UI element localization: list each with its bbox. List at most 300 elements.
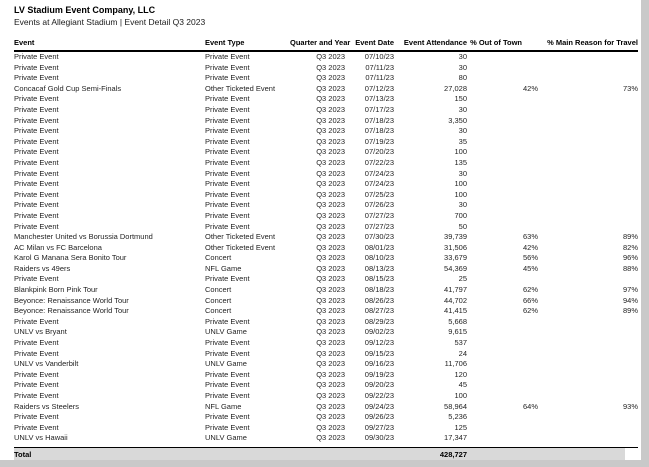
- cell-out-of-town: [467, 158, 538, 169]
- table-row: [14, 200, 638, 211]
- cell-event: UNLV vs Bryant: [14, 327, 67, 337]
- cell-event-attendance: 58,964: [444, 401, 467, 411]
- column-header-main-reason-for-travel: % Main Reason for Travel: [538, 37, 638, 51]
- table-row: [14, 370, 638, 381]
- cell-quarter-and-year: Q3 2023: [316, 380, 345, 390]
- cell-main-reason-for-travel: [538, 94, 638, 105]
- cell-event-attendance: 30: [458, 104, 467, 114]
- cell-event-type: Private Event: [205, 168, 250, 178]
- cell-out-of-town: [467, 423, 538, 434]
- cell-quarter-and-year: Q3 2023: [316, 73, 345, 83]
- cell-event-attendance: 700: [454, 210, 467, 220]
- table-row: [14, 190, 638, 201]
- cell-event-attendance: 30: [458, 168, 467, 178]
- table-header-row: [14, 37, 638, 51]
- cell-event-date: 07/22/23: [364, 157, 394, 167]
- cell-event: Private Event: [14, 157, 59, 167]
- cell-event-attendance: 5,668: [448, 316, 467, 326]
- cell-event-date: 07/24/23: [364, 179, 394, 189]
- table-row: [14, 253, 638, 264]
- cell-event-date: 09/16/23: [364, 359, 394, 369]
- cell-event-date: 08/10/23: [364, 253, 394, 263]
- cell-event-attendance: 30: [458, 126, 467, 136]
- cell-out-of-town: [467, 63, 538, 74]
- cell-event-type: UNLV Game: [205, 327, 247, 337]
- cell-quarter-and-year: Q3 2023: [316, 136, 345, 146]
- cell-event-attendance: 24: [458, 348, 467, 358]
- cell-main-reason-for-travel: [538, 158, 638, 169]
- table-body: [14, 51, 638, 444]
- cell-quarter-and-year: Q3 2023: [316, 422, 345, 432]
- cell-out-of-town: [467, 391, 538, 402]
- cell-event: Blankpink Born Pink Tour: [14, 285, 98, 295]
- cell-event: Private Event: [14, 412, 59, 422]
- cell-out-of-town: 66%: [522, 295, 538, 305]
- cell-quarter-and-year: Q3 2023: [316, 327, 345, 337]
- cell-event-attendance: 3,350: [448, 115, 467, 125]
- cell-event: UNLV vs Vanderbilt: [14, 359, 79, 369]
- cell-quarter-and-year: Q3 2023: [316, 147, 345, 157]
- cell-event-date: 07/19/23: [364, 136, 394, 146]
- cell-event-date: 07/11/23: [365, 62, 394, 72]
- cell-out-of-town: [467, 147, 538, 158]
- cell-main-reason-for-travel: 97%: [622, 285, 638, 295]
- cell-event: Private Event: [14, 94, 59, 104]
- cell-main-reason-for-travel: [538, 359, 638, 370]
- cell-quarter-and-year: Q3 2023: [316, 210, 345, 220]
- table-row: [14, 423, 638, 434]
- cell-out-of-town: [467, 190, 538, 201]
- cell-event-attendance: 30: [458, 62, 467, 72]
- cell-event: Private Event: [14, 380, 59, 390]
- cell-event-attendance: 45: [458, 380, 467, 390]
- cell-event-date: 07/30/23: [364, 232, 394, 242]
- table-row: [14, 179, 638, 190]
- cell-event-type: Private Event: [205, 147, 250, 157]
- cell-event-type: Private Event: [205, 200, 250, 210]
- cell-main-reason-for-travel: [538, 190, 638, 201]
- cell-event: Private Event: [14, 391, 59, 400]
- cell-event-date: 07/25/23: [364, 189, 394, 199]
- cell-event-type: Private Event: [205, 104, 250, 114]
- table-row: [14, 317, 638, 328]
- cell-event: Private Event: [14, 62, 59, 72]
- cell-quarter-and-year: Q3 2023: [316, 189, 345, 199]
- table-row: [14, 63, 638, 74]
- table-row: [14, 147, 638, 158]
- cell-event-type: Other Ticketed Event: [205, 83, 276, 93]
- cell-out-of-town: [467, 370, 538, 381]
- cell-out-of-town: [467, 380, 538, 391]
- cell-event-date: 08/27/23: [364, 306, 394, 316]
- cell-event: Private Event: [14, 136, 59, 146]
- cell-quarter-and-year: Q3 2023: [316, 83, 345, 93]
- table-row: [14, 296, 638, 307]
- cell-event: Private Event: [14, 221, 59, 231]
- cell-quarter-and-year: Q3 2023: [316, 168, 345, 178]
- cell-quarter-and-year: Q3 2023: [316, 359, 345, 369]
- table-row: [14, 412, 638, 423]
- column-header-out-of-town: % Out of Town: [467, 37, 538, 51]
- cell-event-type: Private Event: [205, 422, 250, 432]
- cell-main-reason-for-travel: 96%: [622, 253, 638, 263]
- cell-event-type: Private Event: [205, 136, 250, 146]
- cell-event-type: Private Event: [205, 316, 250, 326]
- cell-main-reason-for-travel: [538, 380, 638, 391]
- table-row: [14, 243, 638, 254]
- cell-out-of-town: [467, 433, 538, 444]
- cell-quarter-and-year: Q3 2023: [316, 200, 345, 210]
- table-row: [14, 105, 638, 116]
- table-row: [14, 94, 638, 105]
- cell-main-reason-for-travel: [538, 105, 638, 116]
- cell-main-reason-for-travel: [538, 211, 638, 222]
- cell-event-date: 08/01/23: [364, 242, 394, 252]
- cell-out-of-town: 56%: [522, 253, 538, 263]
- table-row: [14, 274, 638, 285]
- table-footer: [14, 444, 638, 462]
- cell-event-type: UNLV Game: [205, 359, 247, 369]
- total-label: Total: [14, 448, 205, 462]
- cell-main-reason-for-travel: [538, 423, 638, 434]
- cell-event-date: 07/13/23: [364, 94, 394, 104]
- cell-quarter-and-year: Q3 2023: [316, 433, 345, 443]
- cell-event: Private Event: [14, 104, 59, 114]
- cell-event-attendance: 41,797: [444, 285, 467, 295]
- cell-quarter-and-year: Q3 2023: [316, 126, 345, 136]
- cell-event-attendance: 9,615: [448, 327, 467, 337]
- cell-event-date: 08/26/23: [364, 295, 394, 305]
- cell-quarter-and-year: Q3 2023: [316, 391, 345, 400]
- cell-out-of-town: [467, 317, 538, 328]
- cell-out-of-town: 45%: [522, 263, 538, 273]
- cell-quarter-and-year: Q3 2023: [316, 179, 345, 189]
- cell-event-attendance: 537: [454, 338, 467, 348]
- cell-event-attendance: 25: [458, 274, 467, 284]
- cell-event-type: Private Event: [205, 210, 250, 220]
- cell-event: Private Event: [14, 147, 59, 157]
- cell-out-of-town: [467, 105, 538, 116]
- cell-event: Private Event: [14, 348, 59, 358]
- cell-event: Beyonce: Renaissance World Tour: [14, 306, 129, 316]
- cell-out-of-town: [467, 274, 538, 285]
- cell-event-attendance: 80: [458, 73, 467, 83]
- table-row: [14, 116, 638, 127]
- cell-event-type: Private Event: [205, 412, 250, 422]
- cell-quarter-and-year: Q3 2023: [316, 115, 345, 125]
- cell-event-date: 07/26/23: [364, 200, 394, 210]
- cell-event-attendance: 125: [454, 422, 467, 432]
- cell-event-date: 07/20/23: [364, 147, 394, 157]
- cell-quarter-and-year: Q3 2023: [316, 369, 345, 379]
- cell-main-reason-for-travel: [538, 327, 638, 338]
- cell-event: Private Event: [14, 369, 59, 379]
- cell-event-date: 09/15/23: [364, 348, 394, 358]
- cell-quarter-and-year: Q3 2023: [316, 285, 345, 295]
- cell-event: Private Event: [14, 115, 59, 125]
- cell-event-date: 07/27/23: [364, 210, 394, 220]
- cell-event-date: 07/12/23: [364, 83, 394, 93]
- table-row: [14, 306, 638, 317]
- cell-event-type: Concert: [205, 306, 232, 316]
- table-row: [14, 211, 638, 222]
- cell-out-of-town: [467, 211, 538, 222]
- cell-event-type: Private Event: [205, 179, 250, 189]
- cell-quarter-and-year: Q3 2023: [316, 242, 345, 252]
- cell-event-attendance: 54,369: [444, 263, 467, 273]
- cell-out-of-town: [467, 116, 538, 127]
- cell-event-attendance: 135: [454, 157, 467, 167]
- cell-main-reason-for-travel: [538, 137, 638, 148]
- table-row: [14, 169, 638, 180]
- table-row: [14, 126, 638, 137]
- table-row: [14, 51, 638, 63]
- cell-event-type: Private Event: [205, 62, 250, 72]
- table-row: [14, 285, 638, 296]
- cell-quarter-and-year: Q3 2023: [316, 306, 345, 316]
- cell-main-reason-for-travel: [538, 338, 638, 349]
- cell-event-type: Private Event: [205, 157, 250, 167]
- cell-event-date: 09/27/23: [364, 422, 394, 432]
- cell-event-attendance: 33,679: [444, 253, 467, 263]
- cell-event-attendance: 100: [454, 391, 467, 400]
- table-row: [14, 137, 638, 148]
- cell-quarter-and-year: Q3 2023: [316, 263, 345, 273]
- cell-event: Private Event: [14, 179, 59, 189]
- cell-out-of-town: 64%: [522, 401, 538, 411]
- cell-quarter-and-year: Q3 2023: [316, 316, 345, 326]
- cell-out-of-town: [467, 349, 538, 360]
- cell-main-reason-for-travel: [538, 391, 638, 402]
- cell-event-type: Private Event: [205, 338, 250, 348]
- cell-main-reason-for-travel: [538, 370, 638, 381]
- cell-quarter-and-year: Q3 2023: [316, 338, 345, 348]
- cell-quarter-and-year: Q3 2023: [316, 221, 345, 231]
- cell-event-attendance: 39,739: [444, 232, 467, 242]
- cell-event-type: Private Event: [205, 115, 250, 125]
- cell-event: UNLV vs Hawaii: [14, 433, 68, 443]
- cell-out-of-town: 62%: [522, 285, 538, 295]
- cell-out-of-town: [467, 338, 538, 349]
- cell-event: Private Event: [14, 316, 59, 326]
- cell-event: AC Milan vs FC Barcelona: [14, 242, 102, 252]
- cell-event: Private Event: [14, 73, 59, 83]
- cell-event: Private Event: [14, 189, 59, 199]
- cell-event-date: 07/11/23: [365, 73, 394, 83]
- cell-quarter-and-year: Q3 2023: [316, 274, 345, 284]
- cell-event-type: Private Event: [205, 348, 250, 358]
- cell-event-type: UNLV Game: [205, 433, 247, 443]
- cell-quarter-and-year: Q3 2023: [316, 52, 345, 61]
- cell-event-attendance: 100: [454, 189, 467, 199]
- cell-event-attendance: 120: [454, 369, 467, 379]
- cell-event: Private Event: [14, 200, 59, 210]
- cell-event: Private Event: [14, 422, 59, 432]
- column-header-event-date: Event Date: [345, 37, 394, 51]
- events-table: [14, 37, 638, 461]
- cell-event-type: Private Event: [205, 73, 250, 83]
- cell-event-date: 09/24/23: [364, 401, 394, 411]
- cell-main-reason-for-travel: [538, 126, 638, 137]
- cell-event-date: 09/02/23: [364, 327, 394, 337]
- cell-event-type: Private Event: [205, 380, 250, 390]
- cell-main-reason-for-travel: [538, 147, 638, 158]
- cell-event-date: 09/20/23: [364, 380, 394, 390]
- cell-event: Private Event: [14, 52, 59, 61]
- cell-event-attendance: 150: [454, 94, 467, 104]
- cell-event-attendance: 5,236: [448, 412, 467, 422]
- cell-out-of-town: [467, 179, 538, 190]
- cell-quarter-and-year: Q3 2023: [316, 412, 345, 422]
- cell-event: Private Event: [14, 274, 59, 284]
- cell-event: Raiders vs 49ers: [14, 263, 71, 273]
- cell-event-date: 07/24/23: [364, 168, 394, 178]
- cell-main-reason-for-travel: [538, 349, 638, 360]
- cell-main-reason-for-travel: [538, 51, 638, 63]
- cell-event-attendance: 41,415: [444, 306, 467, 316]
- cell-out-of-town: 42%: [522, 83, 538, 93]
- cell-quarter-and-year: Q3 2023: [316, 94, 345, 104]
- cell-event-type: Concert: [205, 253, 232, 263]
- cell-event-type: Private Event: [205, 189, 250, 199]
- cell-main-reason-for-travel: 73%: [622, 83, 638, 93]
- cell-out-of-town: [467, 222, 538, 233]
- cell-main-reason-for-travel: [538, 179, 638, 190]
- table-row: [14, 264, 638, 275]
- cell-event-attendance: 50: [458, 221, 467, 231]
- cell-main-reason-for-travel: 88%: [622, 263, 638, 273]
- column-header-event-attendance: Event Attendance: [394, 37, 467, 51]
- cell-event-type: NFL Game: [205, 401, 242, 411]
- cell-quarter-and-year: Q3 2023: [316, 253, 345, 263]
- cell-main-reason-for-travel: [538, 169, 638, 180]
- column-header-quarter-and-year: Quarter and Year: [290, 37, 345, 51]
- cell-main-reason-for-travel: [538, 317, 638, 328]
- total-attendance: 428,727: [394, 448, 467, 462]
- cell-event: Manchester United vs Borussia Dortmund: [14, 232, 153, 242]
- cell-event-date: 07/10/23: [364, 52, 394, 61]
- cell-event-type: NFL Game: [205, 263, 242, 273]
- cell-main-reason-for-travel: [538, 63, 638, 74]
- cell-event-date: 08/13/23: [364, 263, 394, 273]
- table-row: [14, 349, 638, 360]
- cell-event-date: 07/17/23: [364, 104, 394, 114]
- page-edge-bottom: [0, 460, 649, 467]
- column-header-event-type: Event Type: [205, 37, 290, 51]
- cell-event-date: 07/27/23: [364, 221, 394, 231]
- cell-event: Concacaf Gold Cup Semi-Finals: [14, 83, 122, 93]
- cell-event-type: Other Ticketed Event: [205, 242, 276, 252]
- cell-event-type: Other Ticketed Event: [205, 232, 276, 242]
- cell-event-date: 09/12/23: [364, 338, 394, 348]
- table-row: [14, 158, 638, 169]
- cell-event-type: Private Event: [205, 126, 250, 136]
- cell-main-reason-for-travel: [538, 73, 638, 84]
- table-header: [14, 37, 638, 51]
- table-row: [14, 391, 638, 402]
- cell-main-reason-for-travel: 89%: [622, 306, 638, 316]
- table-row: [14, 338, 638, 349]
- table-row: [14, 84, 638, 95]
- table-row: [14, 73, 638, 84]
- column-header-event: Event: [14, 37, 205, 51]
- cell-out-of-town: [467, 327, 538, 338]
- cell-event-attendance: 35: [458, 136, 467, 146]
- cell-out-of-town: [467, 73, 538, 84]
- table-row: [14, 222, 638, 233]
- table-row: [14, 327, 638, 338]
- cell-out-of-town: 42%: [522, 242, 538, 252]
- cell-out-of-town: 63%: [522, 232, 538, 242]
- cell-out-of-town: [467, 137, 538, 148]
- cell-event: Private Event: [14, 168, 59, 178]
- cell-quarter-and-year: Q3 2023: [316, 348, 345, 358]
- table-row: [14, 232, 638, 243]
- cell-main-reason-for-travel: [538, 222, 638, 233]
- cell-quarter-and-year: Q3 2023: [316, 401, 345, 411]
- cell-event-type: Private Event: [205, 221, 250, 231]
- cell-event-attendance: 30: [458, 52, 467, 61]
- cell-event: Raiders vs Steelers: [14, 401, 80, 411]
- cell-main-reason-for-travel: [538, 200, 638, 211]
- cell-main-reason-for-travel: 94%: [622, 295, 638, 305]
- cell-out-of-town: [467, 200, 538, 211]
- cell-event-date: 08/18/23: [364, 285, 394, 295]
- cell-event-attendance: 44,702: [444, 295, 467, 305]
- cell-main-reason-for-travel: [538, 412, 638, 423]
- cell-out-of-town: [467, 359, 538, 370]
- cell-out-of-town: [467, 126, 538, 137]
- cell-event-type: Private Event: [205, 391, 250, 400]
- doc-title: LV Stadium Event Company, LLC: [14, 5, 156, 15]
- doc-subtitle: Events at Allegiant Stadium | Event Detail Q3 2023: [14, 17, 206, 27]
- cell-event-attendance: 100: [454, 147, 467, 157]
- table-row: [14, 433, 638, 444]
- cell-event-type: Private Event: [205, 52, 250, 61]
- cell-event-attendance: 27,028: [444, 83, 467, 93]
- cell-event-attendance: 31,506: [444, 242, 467, 252]
- cell-main-reason-for-travel: 89%: [622, 232, 638, 242]
- cell-event: Private Event: [14, 210, 59, 220]
- cell-out-of-town: 62%: [522, 306, 538, 316]
- cell-event-date: 09/19/23: [364, 369, 394, 379]
- cell-quarter-and-year: Q3 2023: [316, 157, 345, 167]
- cell-event-attendance: 100: [454, 179, 467, 189]
- cell-event: Private Event: [14, 338, 59, 348]
- cell-event-type: Concert: [205, 285, 232, 295]
- page-edge-right: [641, 0, 649, 467]
- cell-event-type: Private Event: [205, 274, 250, 284]
- cell-event-attendance: 11,706: [444, 359, 467, 369]
- cell-out-of-town: [467, 51, 538, 63]
- cell-out-of-town: [467, 169, 538, 180]
- cell-event: Private Event: [14, 126, 59, 136]
- cell-event-attendance: 17,347: [444, 433, 467, 443]
- cell-event-attendance: 30: [458, 200, 467, 210]
- cell-event-date: 09/30/23: [364, 433, 394, 443]
- cell-event-date: 08/15/23: [364, 274, 394, 284]
- cell-event-date: 09/22/23: [364, 391, 394, 400]
- cell-event-type: Private Event: [205, 94, 250, 104]
- cell-out-of-town: [467, 94, 538, 105]
- cell-quarter-and-year: Q3 2023: [316, 232, 345, 242]
- cell-quarter-and-year: Q3 2023: [316, 295, 345, 305]
- cell-event-date: 07/18/23: [364, 126, 394, 136]
- cell-main-reason-for-travel: [538, 433, 638, 444]
- cell-out-of-town: [467, 412, 538, 423]
- cell-event-date: 08/29/23: [364, 316, 394, 326]
- cell-event-type: Private Event: [205, 369, 250, 379]
